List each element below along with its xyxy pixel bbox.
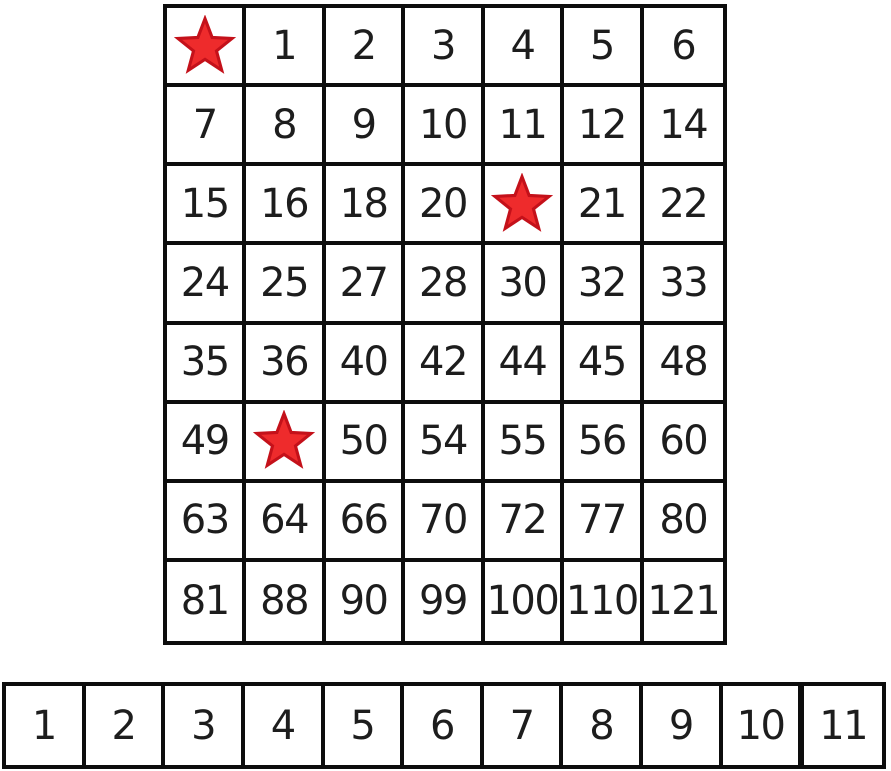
grid-cell: 12 (564, 87, 643, 166)
grid-cell: 9 (326, 87, 405, 166)
grid-cell: 49 (167, 404, 246, 483)
grid-cell: 22 (644, 166, 723, 245)
grid-cell: 88 (246, 562, 325, 641)
grid-cell: 8 (246, 87, 325, 166)
grid-cell: 42 (405, 325, 484, 404)
grid-cell: 70 (405, 483, 484, 562)
grid-cell: 35 (167, 325, 246, 404)
strip-cell: 10 (723, 686, 803, 765)
grid-cell: 6 (644, 8, 723, 87)
strip-cell: 1 (6, 686, 86, 765)
grid-cell: 100 (485, 562, 564, 641)
grid-cell: 44 (485, 325, 564, 404)
grid-cell-star (485, 166, 564, 245)
grid-cell: 1 (246, 8, 325, 87)
number-strip (2, 682, 886, 769)
strip-cell: 6 (404, 686, 484, 765)
grid-cell: 25 (246, 245, 325, 324)
grid-cell: 28 (405, 245, 484, 324)
grid-cell: 63 (167, 483, 246, 562)
grid-cell: 20 (405, 166, 484, 245)
strip-cell: 11 (802, 686, 882, 765)
grid-cell: 27 (326, 245, 405, 324)
grid-cell: 15 (167, 166, 246, 245)
grid-cell: 7 (167, 87, 246, 166)
grid-cell: 54 (405, 404, 484, 483)
strip-cell: 9 (643, 686, 723, 765)
grid-cell: 3 (405, 8, 484, 87)
grid-cell: 80 (644, 483, 723, 562)
grid-cell: 48 (644, 325, 723, 404)
grid-cell: 77 (564, 483, 643, 562)
strip-cell: 4 (245, 686, 325, 765)
grid-cell: 32 (564, 245, 643, 324)
grid-cell: 45 (564, 325, 643, 404)
grid-cell: 16 (246, 166, 325, 245)
strip-cell: 2 (86, 686, 166, 765)
strip-cell: 5 (325, 686, 405, 765)
star-icon (253, 410, 315, 472)
grid-cell: 18 (326, 166, 405, 245)
grid-cell: 11 (485, 87, 564, 166)
grid-cell: 10 (405, 87, 484, 166)
grid-cell-star (246, 404, 325, 483)
grid-cell: 99 (405, 562, 484, 641)
grid-cell: 81 (167, 562, 246, 641)
grid-cell: 40 (326, 325, 405, 404)
strip-cell: 8 (563, 686, 643, 765)
grid-cell: 4 (485, 8, 564, 87)
grid-cell: 30 (485, 245, 564, 324)
star-icon (174, 15, 236, 77)
grid-cell: 72 (485, 483, 564, 562)
grid-cell: 5 (564, 8, 643, 87)
grid-cell: 90 (326, 562, 405, 641)
strip-cell: 3 (165, 686, 245, 765)
grid-cell: 64 (246, 483, 325, 562)
grid-cell: 50 (326, 404, 405, 483)
star-icon (491, 173, 553, 235)
grid-cell: 21 (564, 166, 643, 245)
grid-cell-star (167, 8, 246, 87)
grid-cell: 24 (167, 245, 246, 324)
number-grid (163, 4, 727, 645)
grid-cell: 36 (246, 325, 325, 404)
grid-cell: 56 (564, 404, 643, 483)
grid-cell: 2 (326, 8, 405, 87)
grid-cell: 110 (564, 562, 643, 641)
strip-cell: 7 (484, 686, 564, 765)
grid-cell: 55 (485, 404, 564, 483)
grid-cell: 14 (644, 87, 723, 166)
grid-cell: 60 (644, 404, 723, 483)
grid-cell: 33 (644, 245, 723, 324)
grid-cell: 121 (647, 578, 720, 625)
grid-cell: 66 (326, 483, 405, 562)
